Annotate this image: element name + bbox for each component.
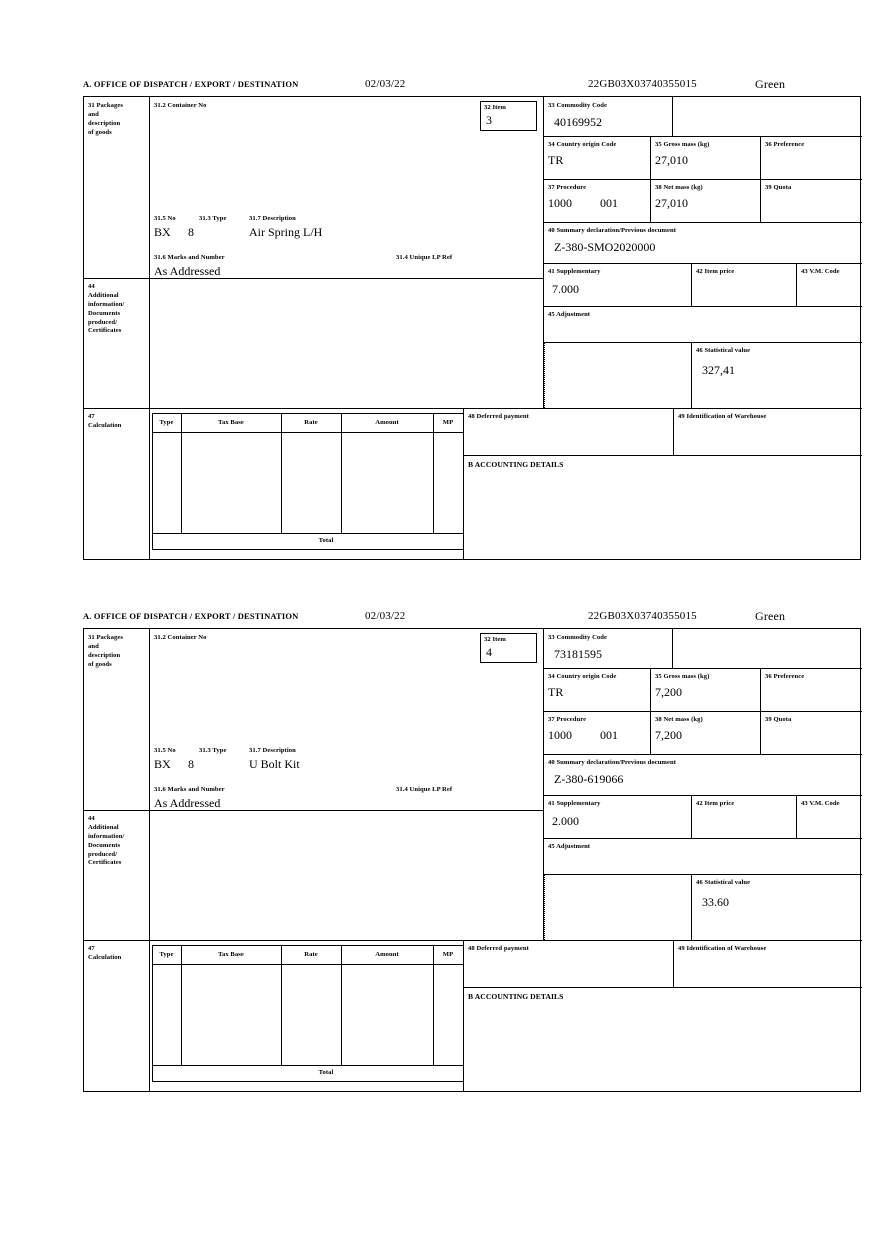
calc-total-label: Total — [318, 1069, 334, 1076]
summary-declaration-value: Z-380-SMO2020000 — [554, 240, 656, 254]
divider-37-38 — [650, 179, 651, 222]
divider-48-B — [463, 987, 862, 988]
divider-33-34 — [543, 668, 862, 669]
divider-38-39 — [760, 711, 761, 754]
divider-left-column — [149, 629, 150, 949]
type-label: 31.3 Type — [199, 215, 227, 222]
net-mass-label: 38 Net mass (kg) — [655, 184, 703, 191]
divider-40-41 — [543, 263, 862, 264]
divider-calculation-left — [149, 940, 150, 1092]
commodity-code-split — [672, 97, 673, 136]
packages-label: 31 Packages and description of goods — [88, 102, 123, 136]
divider-goods-bottom — [84, 278, 544, 279]
summary-declaration-label: 40 Summary declaration/Previous document — [548, 227, 676, 234]
description-value: U Bolt Kit — [249, 757, 300, 771]
form-body — [83, 96, 861, 560]
calc-table-total-bottom — [152, 549, 464, 550]
dotted-divider — [544, 342, 545, 408]
type-value: 8 — [188, 225, 194, 239]
divider-37-40 — [543, 222, 862, 223]
preference-label: 36 Preference — [765, 141, 805, 148]
calc-table-left-border — [152, 945, 153, 1081]
divider-41-42 — [691, 795, 692, 838]
summary-declaration-label: 40 Summary declaration/Previous document — [548, 759, 676, 766]
item-box — [480, 101, 537, 131]
statistical-value-label: 46 Statistical value — [696, 347, 751, 354]
supplementary-label: 41 Supplementary — [548, 268, 601, 275]
packages-label: 31 Packages and description of goods — [88, 634, 123, 668]
divider-46-left — [691, 874, 692, 940]
divider-41-45 — [543, 306, 862, 307]
no-value: BX — [154, 225, 171, 239]
calc-col-amount-right — [433, 413, 434, 533]
commodity-code-label: 33 Commodity Code — [548, 634, 607, 641]
form-header — [83, 78, 861, 96]
divider-45-46 — [543, 342, 862, 343]
procedure-value-2: 001 — [600, 728, 618, 742]
unique-lp-ref-label: 31.4 Unique LP Ref — [396, 786, 453, 793]
quota-label: 39 Quota — [765, 716, 792, 723]
office-of-dispatch-label: A. OFFICE OF DISPATCH / EXPORT / DESTINATION — [83, 611, 299, 621]
calc-header-tax-base: Tax Base — [218, 419, 244, 426]
calc-header-type: Type — [159, 951, 174, 958]
calc-header-type: Type — [159, 419, 174, 426]
divider-40-41 — [543, 795, 862, 796]
calc-col-rate-right — [341, 413, 342, 533]
divider-35-36 — [760, 668, 761, 711]
divider-48-left — [463, 940, 464, 1092]
calc-col-taxbase-right — [281, 945, 282, 1065]
procedure-label: 37 Procedure — [548, 184, 587, 191]
no-value: BX — [154, 757, 171, 771]
commodity-code-value: 40169952 — [554, 115, 602, 129]
declaration-date: 02/03/22 — [365, 78, 406, 90]
calc-table-body-bottom — [152, 533, 464, 534]
divider-left-column — [149, 97, 150, 417]
divider-38-39 — [760, 179, 761, 222]
additional-information-label: 44 Additional information/ Documents produced/ Certificates — [88, 283, 125, 335]
gross-mass-value: 27,010 — [655, 153, 688, 167]
customs-declaration-form-1 — [83, 78, 861, 560]
preference-label: 36 Preference — [765, 673, 805, 680]
net-mass-value: 27,010 — [655, 196, 688, 210]
deferred-payment-label: 48 Deferred payment — [468, 413, 529, 420]
declaration-date: 02/03/22 — [365, 610, 406, 622]
unique-lp-ref-label: 31.4 Unique LP Ref — [396, 254, 453, 261]
calc-header-tax-base: Tax Base — [218, 951, 244, 958]
dotted-divider — [544, 874, 545, 940]
item-number: 3 — [486, 112, 492, 127]
supplementary-label: 41 Supplementary — [548, 800, 601, 807]
adjustment-label: 45 Adjustment — [548, 843, 591, 850]
divider-42-43 — [796, 795, 797, 838]
container-no-label: 31.2 Container No — [154, 102, 207, 109]
calc-table-left-border — [152, 413, 153, 549]
calc-col-type-right — [181, 413, 182, 533]
divider-41-42 — [691, 263, 692, 306]
divider-48-49 — [673, 940, 674, 987]
country-origin-code-label: 34 Country origin Code — [548, 141, 617, 148]
quota-label: 39 Quota — [765, 184, 792, 191]
divider-37-38 — [650, 711, 651, 754]
accounting-details-label: B ACCOUNTING DETAILS — [468, 460, 564, 469]
divider-calculation-left — [149, 408, 150, 560]
description-label: 31.7 Description — [249, 747, 296, 754]
calc-total-label: Total — [318, 537, 334, 544]
calculation-label: 47 Calculation — [88, 945, 122, 961]
supplementary-value: 2.000 — [552, 814, 579, 828]
divider-46-left — [691, 342, 692, 408]
calc-table-total-bottom — [152, 1081, 464, 1082]
type-value: 8 — [188, 757, 194, 771]
country-origin-code-label: 34 Country origin Code — [548, 673, 617, 680]
type-label: 31.3 Type — [199, 747, 227, 754]
description-label: 31.7 Description — [249, 215, 296, 222]
statistical-value-label: 46 Statistical value — [696, 879, 751, 886]
calc-col-taxbase-right — [281, 413, 282, 533]
calc-table-header-bottom — [152, 432, 464, 433]
marks-and-number-label: 31.6 Marks and Number — [154, 786, 225, 793]
commodity-code-split — [672, 629, 673, 668]
item-price-label: 42 Item price — [696, 268, 735, 275]
calc-col-amount-right — [433, 945, 434, 1065]
calc-col-type-right — [181, 945, 182, 1065]
divider-35-36 — [760, 136, 761, 179]
office-of-dispatch-label: A. OFFICE OF DISPATCH / EXPORT / DESTINATION — [83, 79, 299, 89]
calc-table-top-border — [152, 413, 464, 414]
statistical-value-value: 327,41 — [702, 363, 735, 377]
divider-goods-bottom — [84, 810, 544, 811]
procedure-value-2: 001 — [600, 196, 618, 210]
net-mass-value: 7,200 — [655, 728, 682, 742]
procedure-value-1: 1000 — [548, 728, 572, 742]
calc-header-amount: Amount — [375, 419, 399, 426]
calc-header-rate: Rate — [304, 419, 318, 426]
marks-and-number-label: 31.6 Marks and Number — [154, 254, 225, 261]
divider-42-43 — [796, 263, 797, 306]
calc-header-rate: Rate — [304, 951, 318, 958]
country-origin-code-value: TR — [548, 153, 564, 167]
divider-48-49 — [673, 408, 674, 455]
lane-status: Green — [755, 77, 786, 91]
accounting-details-label: B ACCOUNTING DETAILS — [468, 992, 564, 1001]
calc-table-body-bottom — [152, 1065, 464, 1066]
additional-information-label: 44 Additional information/ Documents produced/ Certificates — [88, 815, 125, 867]
calc-col-rate-right — [341, 945, 342, 1065]
identification-warehouse-label: 49 Identification of Warehouse — [678, 413, 767, 420]
commodity-code-value: 73181595 — [554, 647, 602, 661]
procedure-label: 37 Procedure — [548, 716, 587, 723]
calc-header-amount: Amount — [375, 951, 399, 958]
lane-status: Green — [755, 609, 786, 623]
marks-and-number-value: As Addressed — [154, 796, 221, 810]
divider-calculation-top — [84, 408, 862, 409]
divider-41-45 — [543, 838, 862, 839]
form-header-2 — [83, 610, 861, 628]
description-value: Air Spring L/H — [249, 225, 323, 239]
divider-33-34 — [543, 136, 862, 137]
item-box — [480, 633, 537, 663]
movement-reference-number: 22GB03X03740355015 — [588, 78, 697, 90]
divider-37-40 — [543, 754, 862, 755]
item-label: 32 Item — [484, 104, 506, 111]
divider-34-37 — [543, 711, 862, 712]
calculation-label: 47 Calculation — [88, 413, 122, 429]
net-mass-label: 38 Net mass (kg) — [655, 716, 703, 723]
divider-34-35 — [650, 136, 651, 179]
adjustment-label: 45 Adjustment — [548, 311, 591, 318]
gross-mass-label: 35 Gross mass (kg) — [655, 673, 710, 680]
gross-mass-value: 7,200 — [655, 685, 682, 699]
statistical-value-value: 33.60 — [702, 895, 729, 909]
commodity-code-label: 33 Commodity Code — [548, 102, 607, 109]
calc-header-mp: MP — [442, 951, 454, 958]
procedure-value-1: 1000 — [548, 196, 572, 210]
movement-reference-number: 22GB03X03740355015 — [588, 610, 697, 622]
no-label: 31.5 No — [154, 215, 176, 222]
customs-declaration-form-2 — [83, 610, 861, 1092]
calc-header-mp: MP — [442, 419, 454, 426]
item-price-label: 42 Item price — [696, 800, 735, 807]
divider-48-left — [463, 408, 464, 560]
calc-table-top-border — [152, 945, 464, 946]
marks-and-number-value: As Addressed — [154, 264, 221, 278]
divider-48-B — [463, 455, 862, 456]
divider-34-35 — [650, 668, 651, 711]
no-label: 31.5 No — [154, 747, 176, 754]
country-origin-code-value: TR — [548, 685, 564, 699]
item-number: 4 — [486, 644, 492, 659]
deferred-payment-label: 48 Deferred payment — [468, 945, 529, 952]
vm-code-label: 43 V.M. Code — [801, 800, 840, 807]
divider-calculation-top — [84, 940, 862, 941]
form-body-2 — [83, 628, 861, 1092]
identification-warehouse-label: 49 Identification of Warehouse — [678, 945, 767, 952]
calc-table-header-bottom — [152, 964, 464, 965]
summary-declaration-value: Z-380-619066 — [554, 772, 624, 786]
supplementary-value: 7.000 — [552, 282, 579, 296]
gross-mass-label: 35 Gross mass (kg) — [655, 141, 710, 148]
divider-34-37 — [543, 179, 862, 180]
divider-45-46 — [543, 874, 862, 875]
container-no-label: 31.2 Container No — [154, 634, 207, 641]
vm-code-label: 43 V.M. Code — [801, 268, 840, 275]
item-label: 32 Item — [484, 636, 506, 643]
